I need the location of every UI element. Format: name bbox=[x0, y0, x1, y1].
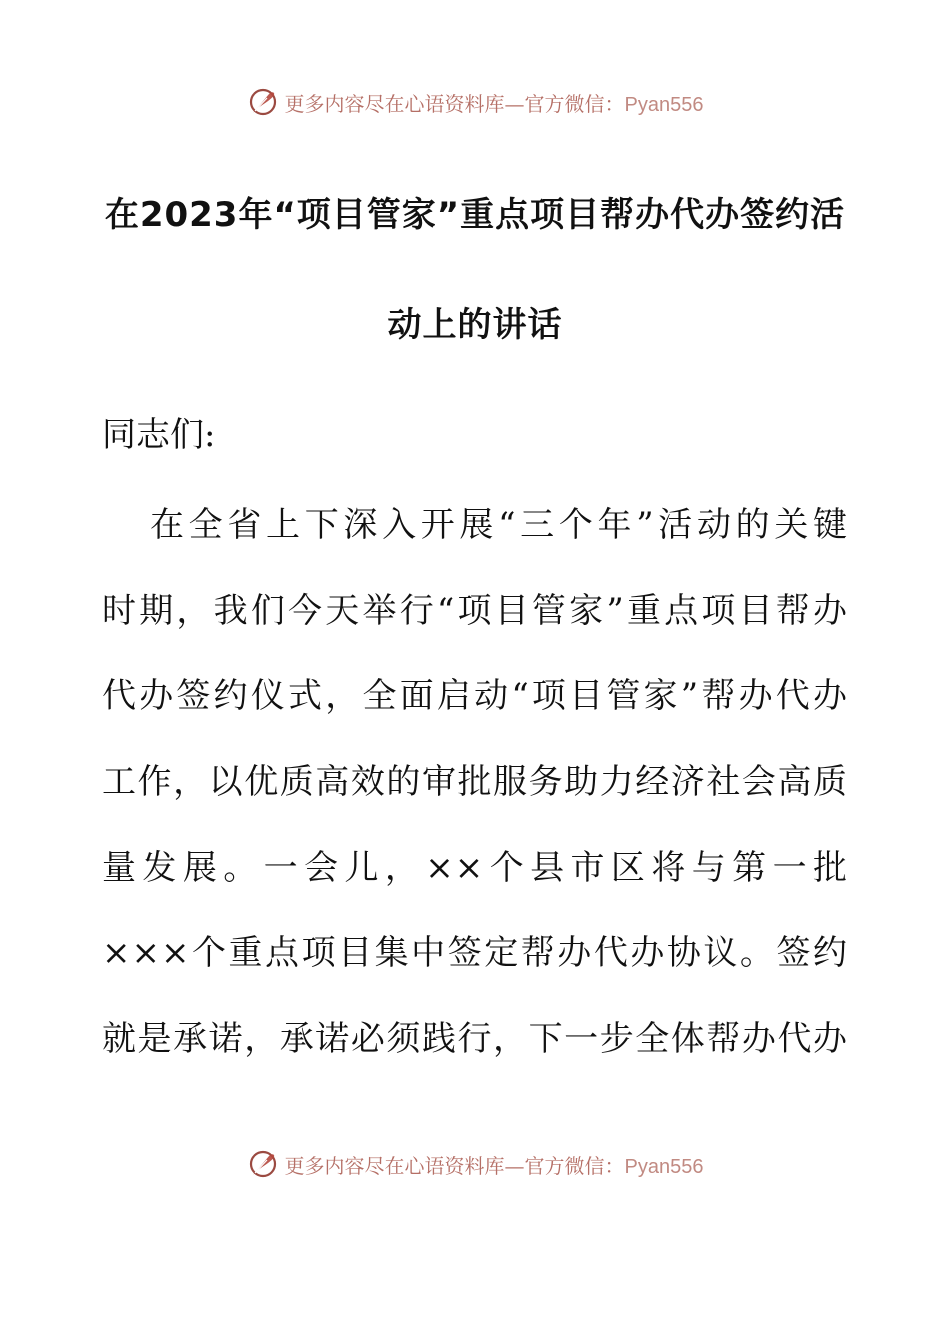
document-title-line-2: 动上的讲话 bbox=[387, 305, 563, 345]
footer-banner-label: 更多内容尽在心语资料库—官方微信： bbox=[284, 1153, 625, 1178]
body-line-6: ×××个重点项目集中签定帮办代办协议。签约 bbox=[102, 933, 848, 973]
document-title-line-1: 在2023年“项目管家”重点项目帮办代办签约活 bbox=[104, 195, 846, 235]
body-line-5: 量发展。一会儿，××个县市区将与第一批 bbox=[102, 848, 848, 888]
body-line-2: 时期，我们今天举行“项目管家”重点项目帮办 bbox=[102, 591, 848, 631]
body-line-4: 工作，以优质高效的审批服务助力经济社会高质 bbox=[102, 762, 848, 802]
quill-pen-logo-icon bbox=[247, 1148, 279, 1180]
header-banner-text bbox=[285, 88, 704, 117]
quill-pen-logo-icon bbox=[247, 86, 279, 118]
footer-banner bbox=[0, 1144, 950, 1184]
footer-wechat-id: Pyan556 bbox=[624, 1155, 704, 1178]
header-wechat-id: Pyan556 bbox=[624, 93, 704, 116]
body-line-7: 就是承诺，承诺必须践行，下一步全体帮办代办 bbox=[102, 1019, 848, 1059]
header-banner bbox=[0, 82, 950, 122]
header-banner-label: 更多内容尽在心语资料库—官方微信： bbox=[284, 91, 625, 116]
salutation: 同志们: bbox=[102, 415, 216, 455]
body-line-3: 代办签约仪式，全面启动“项目管家”帮办代办 bbox=[102, 676, 848, 716]
body-line-1: 在全省上下深入开展“三个年”活动的关键 bbox=[150, 505, 848, 545]
footer-banner-text bbox=[285, 1150, 704, 1179]
